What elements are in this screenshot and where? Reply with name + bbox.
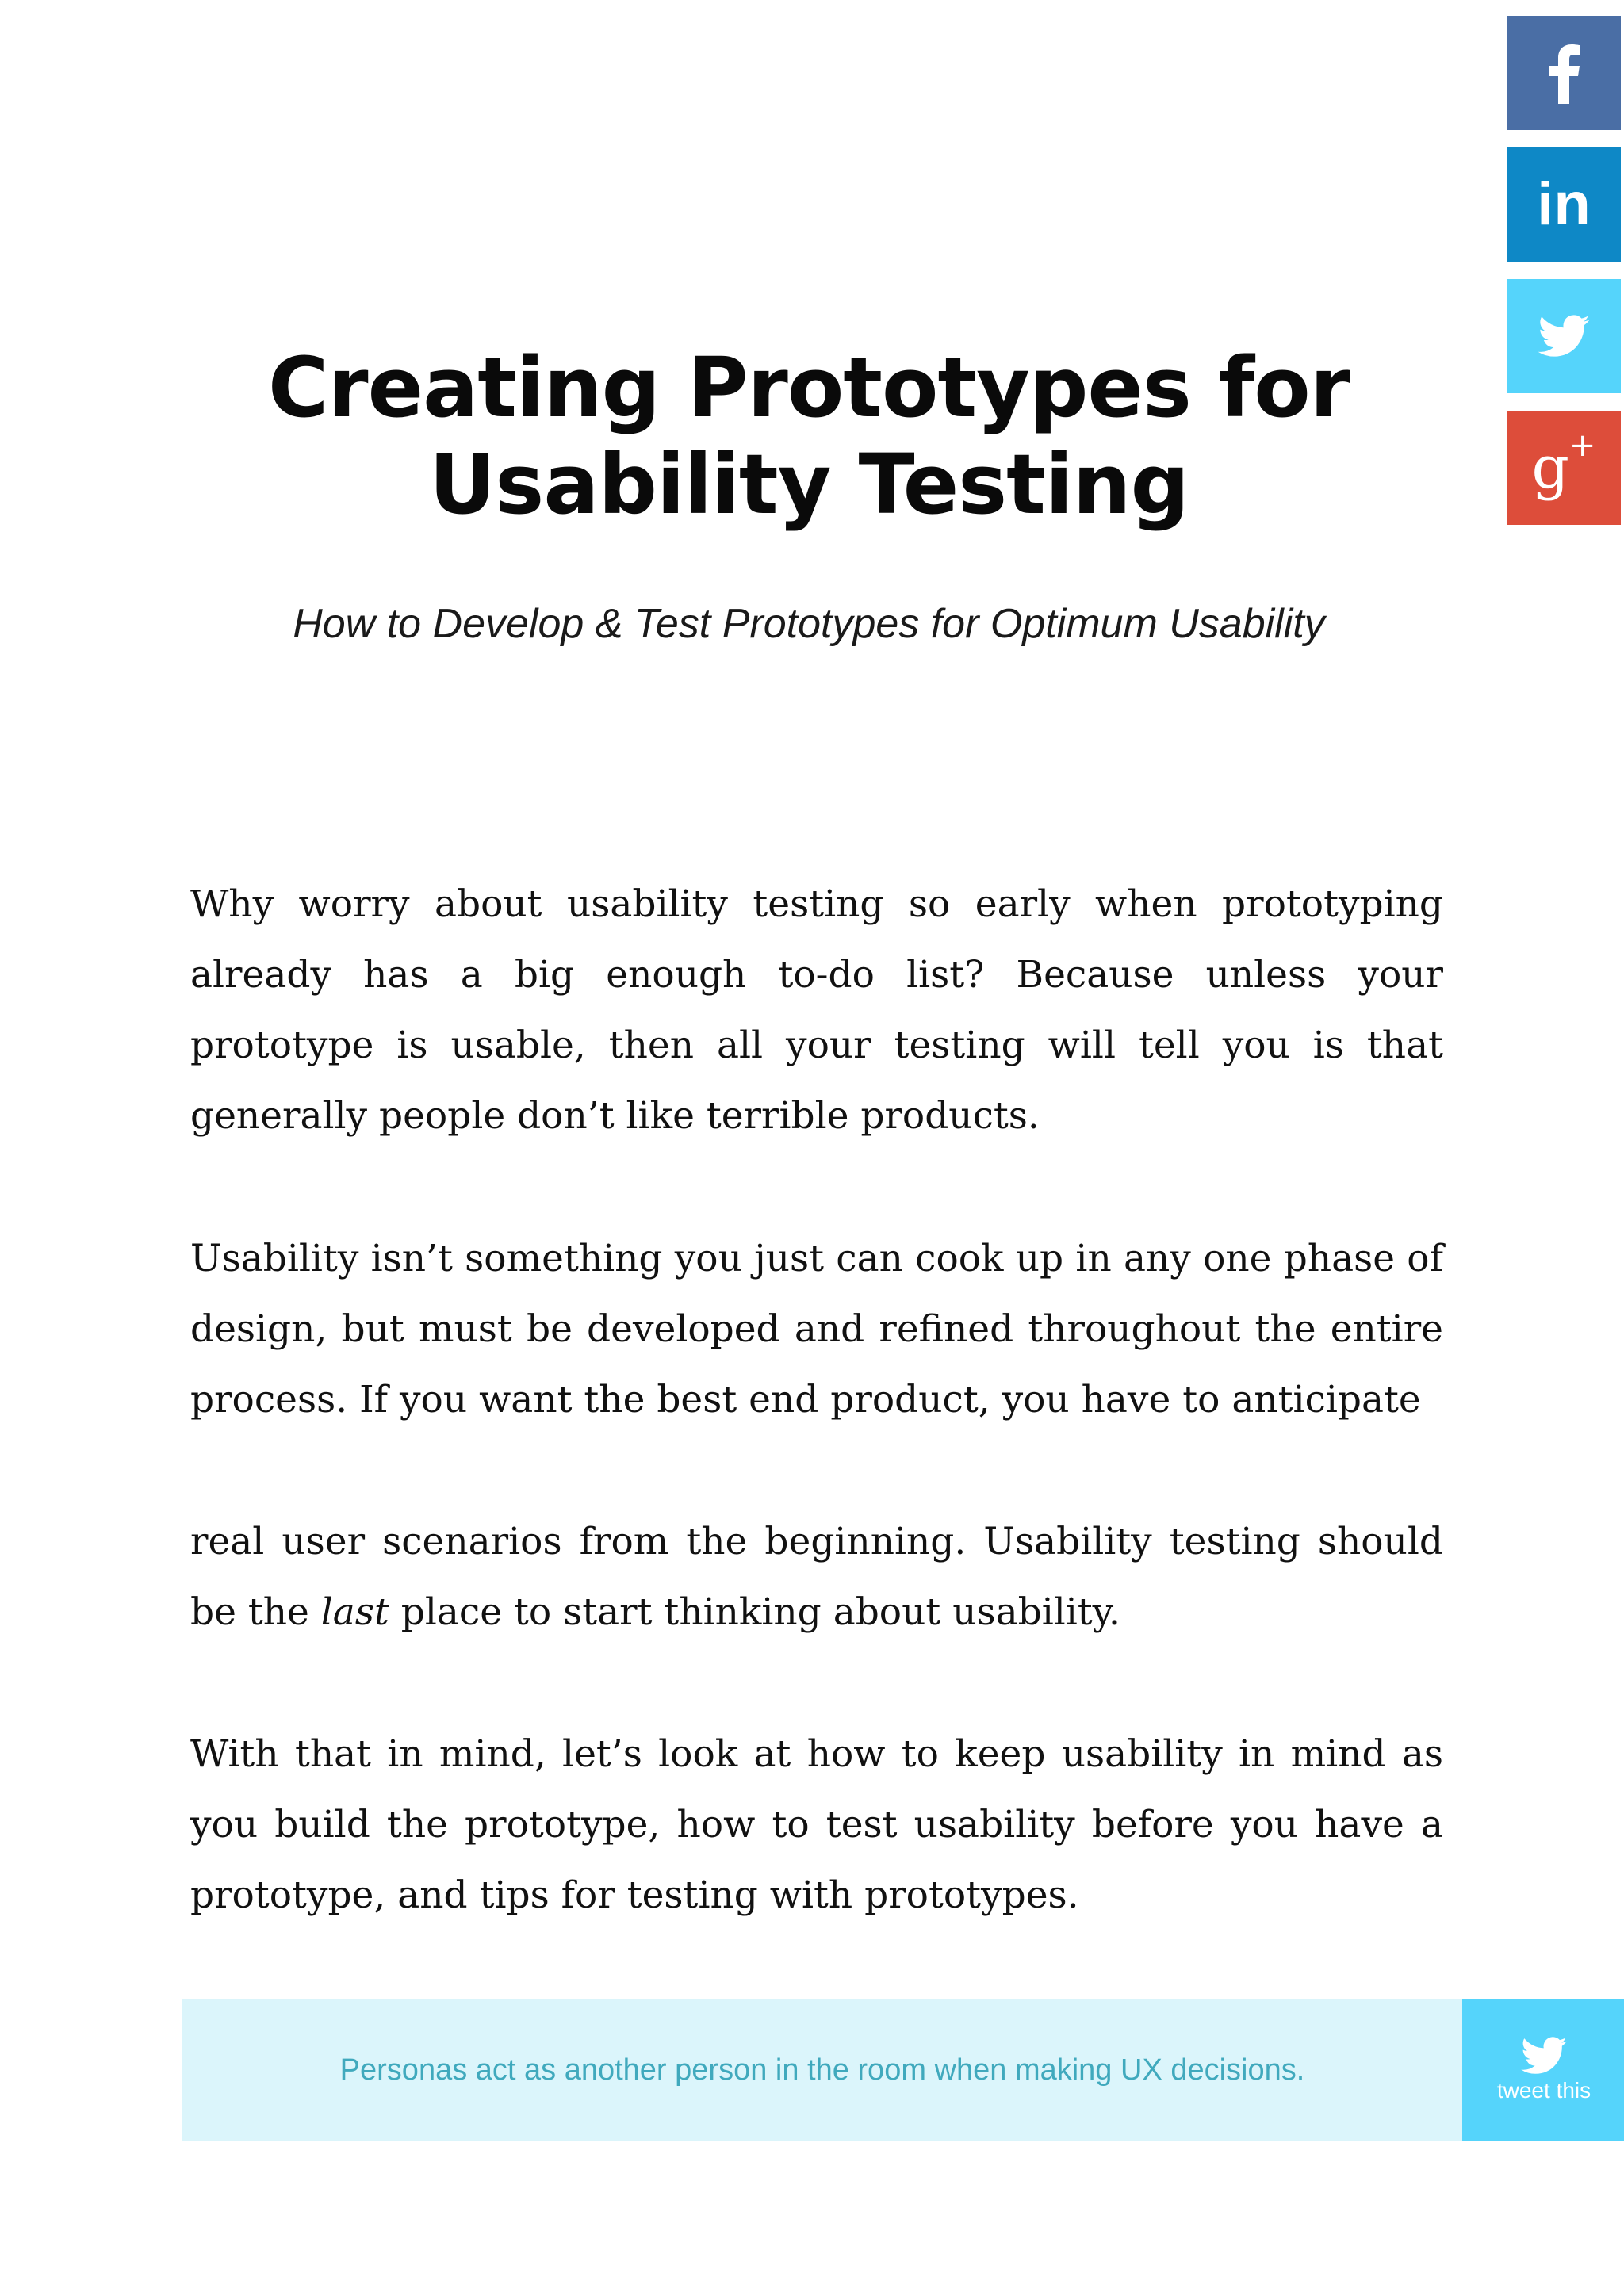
pullquote-body [182,1999,1462,2141]
paragraph-text: With that in mind, let’s look at how to keep usability in mind as you build the prototype, how to test usability before you have a prototype, and tips for testing with prototypes. [190,1732,1443,1917]
title-line-1: Creating Prototypes for [267,339,1350,436]
emphasis-text: last [320,1590,389,1634]
tweet-this-label: tweet this [1496,2078,1591,2103]
twitter-icon [1521,2037,1567,2075]
facebook-icon [1545,42,1583,104]
pullquote [182,1999,1624,2141]
pullquote-text: Personas act as another person in the room when making UX decisions. [339,2053,1305,2087]
facebook-share-button[interactable] [1507,16,1621,130]
twitter-icon [1538,315,1590,358]
body-paragraph [190,869,1443,1151]
body-paragraph [190,1223,1443,1435]
page-title [238,339,1380,533]
google-plus-icon: g+ [1531,427,1596,502]
body-paragraph [190,1506,1443,1647]
paragraph-text-part: real user scenarios from the beginning. Usability testing should be the [190,1520,1443,1634]
paragraph-text: Usability isn’t something you just can cook up in any one phase of design, but must be developed and refined throughout the entire process. If you want the best end product, you have to anticipate [190,1237,1443,1422]
paragraph-text: Why worry about usability testing so early when prototyping already has a big enough to-do list? Because unless your prototype is usable, then all your testing will tell you is that generally people don’t like terrible products. [190,882,1443,1138]
page-subtitle: How to Develop & Test Prototypes for Optimum Usability [293,601,1325,647]
paragraph-text-part: place to start thinking about usability. [389,1590,1120,1634]
paragraph-text [190,1506,1443,1647]
title-line-2: Usability Testing [428,436,1189,533]
google-plus-share-button[interactable] [1507,411,1621,525]
linkedin-share-button[interactable] [1507,147,1621,262]
body-paragraph [190,1719,1443,1931]
tweet-this-button[interactable] [1462,1999,1624,2141]
social-share-bar [1507,16,1621,542]
linkedin-icon: in [1537,170,1591,238]
twitter-share-button[interactable] [1507,279,1621,393]
